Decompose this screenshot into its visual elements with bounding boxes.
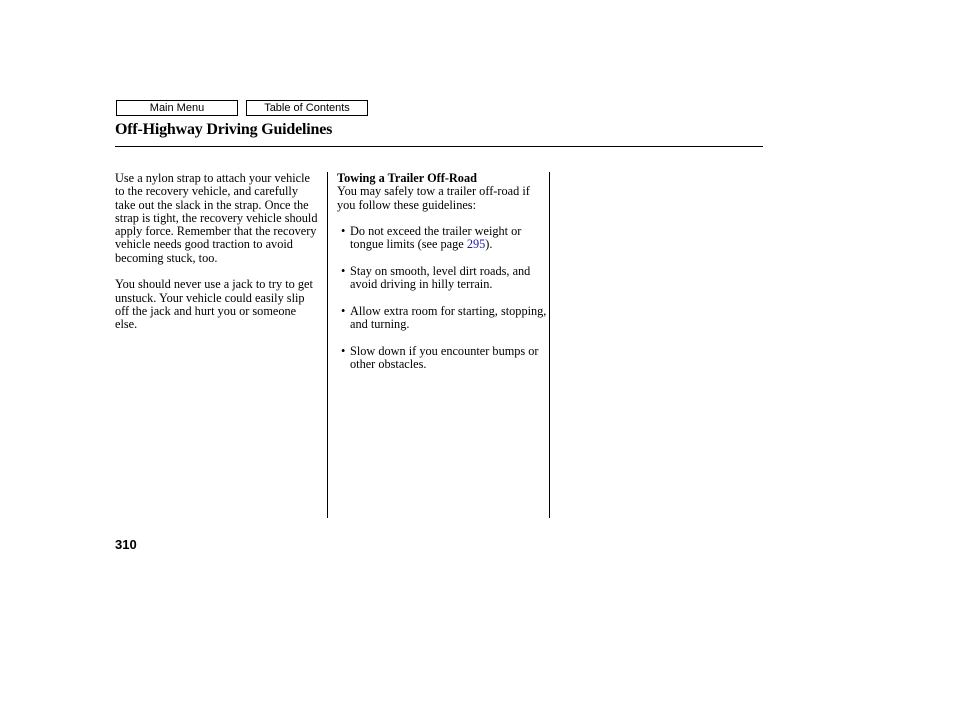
column-divider-right	[549, 172, 550, 518]
page-295-link[interactable]: 295	[466, 237, 486, 252]
towing-column	[337, 172, 547, 385]
title-divider	[115, 146, 763, 147]
recovery-strap-paragraph: Use a nylon strap to attach your vehicle to the recovery vehicle, and carefully take out the slack in the strap. Once the strap is tight, the recovery vehicle should apply force. Remember that the recovery vehicle needs good traction to avoid becoming stuck, too.	[115, 171, 318, 265]
bullet-text: Slow down if you encounter bumps or other obstacles.	[350, 343, 539, 372]
bullet-text: Do not exceed the trailer weight or tongue limits	[350, 224, 522, 252]
bullet-text: Stay on smooth, level dirt roads, and avoid driving in hilly terrain.	[350, 264, 531, 292]
list-item	[337, 305, 547, 332]
bullet-text: Allow extra room for starting, stopping, and turning.	[350, 303, 547, 332]
towing-intro: You may safely tow a trailer off-road if you follow these guidelines:	[337, 184, 530, 212]
jack-warning-paragraph: You should never use a jack to try to get unstuck. Your vehicle could easily slip off the jack and hurt you or someone else.	[115, 277, 313, 332]
column-divider-left	[327, 172, 328, 518]
table-of-contents-button[interactable]: Table of Contents	[246, 100, 368, 116]
list-item	[337, 225, 547, 252]
list-item	[337, 265, 547, 292]
towing-guidelines-list	[337, 225, 547, 371]
list-item	[337, 345, 547, 372]
towing-heading: Towing a Trailer Off-Road	[337, 171, 477, 185]
page-ref-prefix: (see page	[417, 237, 464, 252]
main-menu-button[interactable]: Main Menu	[116, 100, 238, 116]
page-number: 310	[115, 537, 137, 552]
page-title: Off-Highway Driving Guidelines	[115, 121, 333, 138]
page-ref-suffix: ).	[485, 237, 493, 252]
left-column	[115, 172, 320, 332]
